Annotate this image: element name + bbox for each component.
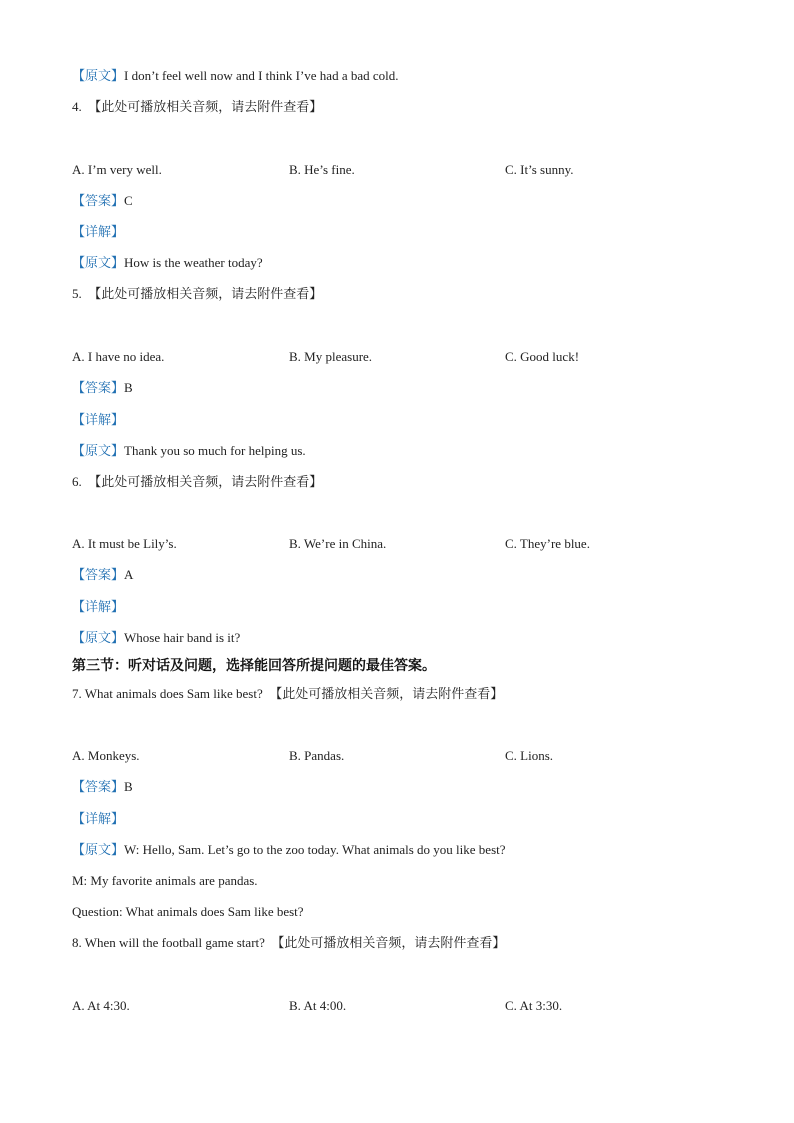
- answer-label: 【答案】: [72, 380, 125, 395]
- q5-answer: [72, 379, 133, 397]
- question-text: 8. When will the football game start?: [72, 935, 265, 950]
- answer-value: B: [124, 380, 133, 395]
- transcript-label: 【原文】: [72, 255, 125, 270]
- audio-note: 【此处可播放相关音频，请去附件查看】: [88, 474, 323, 489]
- q5-option-b: B. My pleasure.: [289, 349, 373, 364]
- q7-detail-label: 【详解】: [72, 811, 125, 826]
- q5-transcript: [72, 442, 306, 460]
- question-6-stem: [72, 473, 322, 491]
- q4-option-a: A. I’m very well.: [72, 162, 162, 177]
- q4-option-c: C. It’s sunny.: [505, 162, 574, 177]
- answer-value: A: [124, 567, 134, 582]
- transcript-text: Thank you so much for helping us.: [124, 443, 306, 458]
- q8-option-a: A. At 4:30.: [72, 998, 130, 1013]
- audio-note: 【此处可播放相关音频，请去附件查看】: [88, 286, 323, 301]
- section-3-heading: 第三节：听对话及问题，选择能回答所提问题的最佳答案。: [72, 658, 436, 674]
- question-4-stem: [72, 98, 322, 116]
- question-5-stem: [72, 285, 322, 303]
- transcript-label: 【原文】: [72, 443, 125, 458]
- answer-label: 【答案】: [72, 193, 125, 208]
- answer-value: B: [124, 779, 133, 794]
- q6-option-b: B. We’re in China.: [289, 536, 387, 551]
- question-text: 7. What animals does Sam like best?: [72, 686, 263, 701]
- q7-option-b: B. Pandas.: [289, 748, 345, 763]
- audio-note: 【此处可播放相关音频，请去附件查看】: [271, 935, 506, 950]
- q4-transcript: [72, 254, 263, 272]
- transcript-label: 【原文】: [72, 68, 125, 83]
- q5-option-c: C. Good luck!: [505, 349, 580, 364]
- q6-option-c: C. They’re blue.: [505, 536, 590, 551]
- transcript-text: Whose hair band is it?: [124, 630, 241, 645]
- transcript-label: 【原文】: [72, 630, 125, 645]
- q7-option-c: C. Lions.: [505, 748, 554, 763]
- transcript-text: How is the weather today?: [124, 255, 263, 270]
- q6-detail-label: 【详解】: [72, 599, 125, 614]
- question-number: 6.: [72, 474, 82, 489]
- audio-note: 【此处可播放相关音频，请去附件查看】: [88, 99, 323, 114]
- question-8-stem: [72, 934, 505, 952]
- answer-value: C: [124, 193, 133, 208]
- q7-transcript-3: Question: What animals does Sam like best?: [72, 904, 304, 919]
- q6-answer: [72, 566, 133, 584]
- transcript-text: I don’t feel well now and I think I’ve had a bad cold.: [124, 68, 399, 83]
- q6-transcript: [72, 629, 240, 647]
- question-number: 5.: [72, 286, 82, 301]
- question-7-stem: [72, 685, 503, 703]
- answer-label: 【答案】: [72, 567, 125, 582]
- transcript-text: W: Hello, Sam. Let’s go to the zoo today. What animals do you like best?: [124, 842, 506, 857]
- transcript-label: 【原文】: [72, 842, 125, 857]
- question-number: 4.: [72, 99, 82, 114]
- transcript-line: [72, 67, 399, 85]
- q7-option-a: A. Monkeys.: [72, 748, 140, 763]
- audio-note: 【此处可播放相关音频，请去附件查看】: [269, 686, 504, 701]
- q4-option-b: B. He’s fine.: [289, 162, 355, 177]
- q7-transcript-2: M: My favorite animals are pandas.: [72, 873, 258, 888]
- q7-transcript-1: [72, 841, 506, 859]
- q8-option-b: B. At 4:00.: [289, 998, 347, 1013]
- q6-option-a: A. It must be Lily’s.: [72, 536, 177, 551]
- q7-answer: [72, 778, 133, 796]
- q8-option-c: C. At 3:30.: [505, 998, 563, 1013]
- answer-label: 【答案】: [72, 779, 125, 794]
- q4-detail-label: 【详解】: [72, 224, 125, 239]
- q5-detail-label: 【详解】: [72, 412, 125, 427]
- q4-answer: [72, 192, 133, 210]
- q5-option-a: A. I have no idea.: [72, 349, 165, 364]
